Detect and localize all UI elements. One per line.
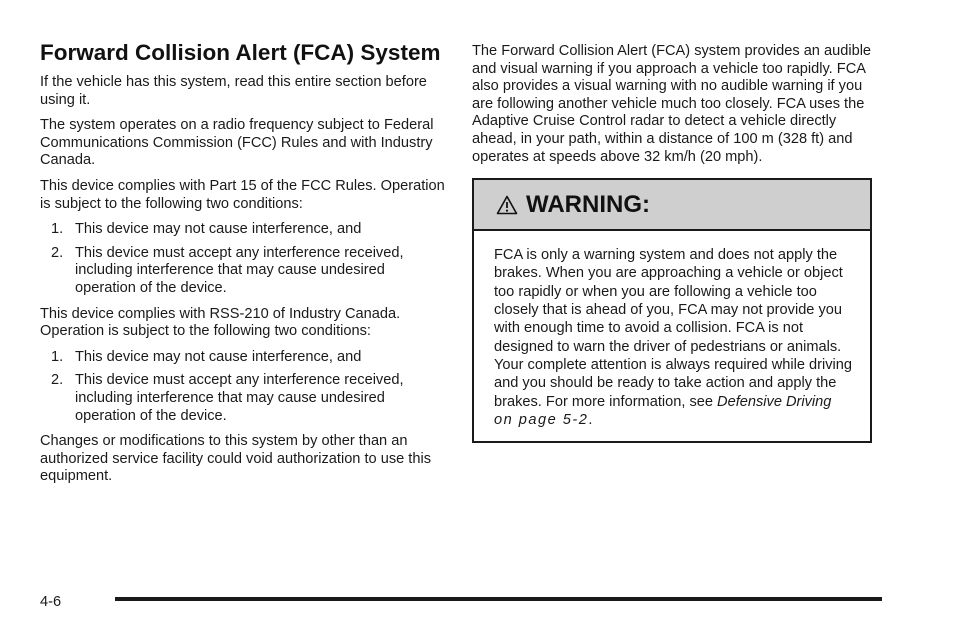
intro-paragraph: If the vehicle has this system, read this entire section before using it.	[40, 74, 427, 108]
list-item-text: This device must accept any interference received, including interference that may cause undesired operation of the device.	[75, 372, 404, 424]
left-column	[40, 40, 445, 494]
right-column	[472, 43, 877, 443]
section-title: Forward Collision Alert (FCA) System	[40, 40, 441, 65]
list-item-text: This device may not cause interference, and	[75, 221, 362, 238]
page-number: 4-6	[40, 594, 62, 610]
cross-reference-page[interactable]: on page 5-2	[494, 411, 589, 428]
list-item-text: This device may not cause interference, and	[75, 348, 362, 365]
warning-title: WARNING:	[526, 190, 650, 218]
warning-body	[474, 231, 870, 441]
fcc-statement: This device complies with Part 15 of the FCC Rules. Operation is subject to the following two conditions:	[40, 177, 445, 212]
warning-box	[472, 178, 872, 443]
rss-statement: This device complies with RSS-210 of Industry Canada. Operation is subject to the following two conditions:	[40, 305, 401, 340]
list-item	[40, 221, 445, 239]
rss-conditions-list	[40, 349, 445, 425]
list-item	[40, 245, 445, 298]
warning-triangle-icon	[496, 195, 518, 215]
list-item-number: 1.	[51, 221, 64, 238]
modifications-paragraph: Changes or modifications to this system by other than an authorized service facility could void authorization to use this equipment.	[40, 433, 431, 485]
footer-rule	[115, 597, 882, 601]
list-item-number: 2.	[51, 372, 64, 389]
list-item-text: This device must accept any interference received, including interference that may cause undesired operation of the device.	[75, 244, 404, 296]
warning-end: .	[588, 411, 593, 428]
list-item-number: 1.	[51, 348, 64, 365]
fca-description: The Forward Collision Alert (FCA) system provides an audible and visual warning if you approach a vehicle too rapidly. FCA also provides a visual warning with no audible warning if you are following another vehicle much too closely. FCA uses the Adaptive Cruise Control radar to detect a vehicle directly ahead, in your path, within a distance of 100 m (328 ft) and operates at speeds above 32 km/h (20 mph).	[472, 43, 872, 165]
radio-frequency-paragraph: The system operates on a radio frequency subject to Federal Communications Commission (FCC) Rules and with Industry Canada.	[40, 117, 434, 169]
list-item	[40, 349, 445, 367]
cross-reference-title[interactable]: Defensive Driving	[717, 393, 832, 410]
warning-header	[474, 180, 870, 231]
list-item	[40, 372, 445, 425]
warning-text: FCA is only a warning system and does not apply the brakes. When you are approaching a vehicle or object too rapidly or when you are following a vehicle too closely that is ahead of you, FCA may not provide you with enough time to avoid a collision. FCA is not designed to warn the driver of pedestrians or animals. Your complete attention is always required while driving and you should be ready to take action and apply the brakes. For more information, see	[494, 247, 853, 410]
list-item-number: 2.	[51, 244, 64, 261]
fcc-conditions-list	[40, 221, 445, 297]
